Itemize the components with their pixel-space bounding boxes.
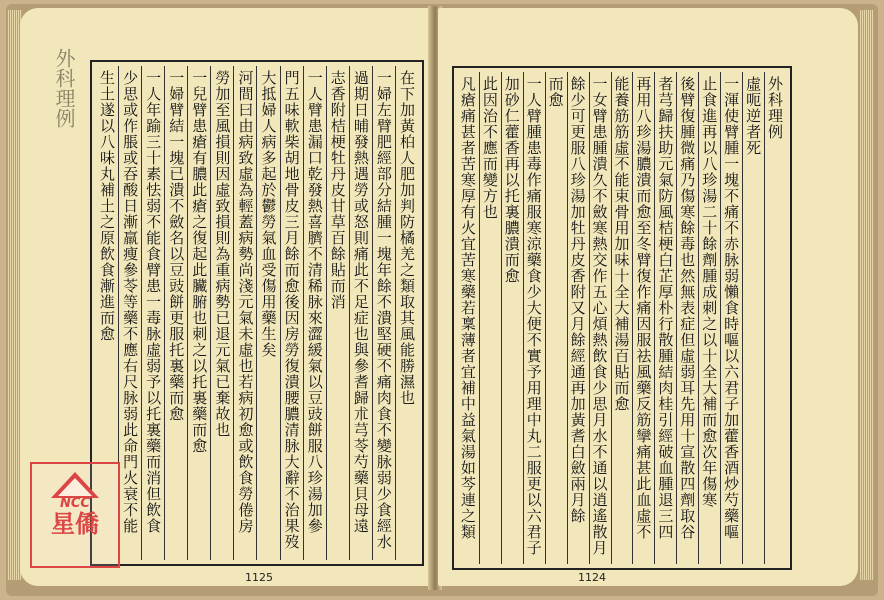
stamp-line2: 星僑 (51, 510, 99, 538)
text-column: 河間曰由病致虛為輕蓋病勢尚淺元氣未虛也若病初愈或飲食勞倦房 (233, 66, 256, 560)
text-column: 凡瘡痛甚者苦寒厚有火宜苦寒藥若稟薄者宜補中益氣湯如芩連之類 (458, 76, 477, 540)
text-column: 一婦臂結一塊已潰不斂名以豆豉餅更服托裏藥而愈 (164, 66, 187, 560)
text-column: 一人臂患漏口乾發熱喜臍不清稀脉來澀緩氣以豆豉餅服八珍湯加參 (303, 66, 326, 560)
right-text-frame (452, 66, 792, 570)
text-column: 止食進再以八珍湯二十餘劑腫成刺之以十全大補而愈次年傷寒 (698, 72, 720, 564)
ncc-watermark-stamp (30, 462, 120, 568)
text-column: 虛呃逆者死 (742, 72, 764, 564)
text-column: 生土遂以八味丸補土之原飲食漸進而愈 (97, 70, 116, 342)
text-column: 而愈 (545, 72, 567, 564)
text-column: 一婦左臂肥經部分結腫一塊年餘不潰堅硬不痛肉食不變脉弱少食經水 (372, 66, 395, 560)
text-column: 過期日晡發熱遇勞或怒則痛此不足症也與參耆歸朮芎苓芍藥貝母遠 (349, 66, 372, 560)
text-column: 能養筋筋虛不能束骨用加味十全大補湯百貼而愈 (611, 72, 633, 564)
text-column: 在下加黃柏人肥加判防橘羌之類取其風能勝濕也 (395, 66, 418, 560)
text-column: 大抵婦人病多起於鬱勞氣血受傷用藥生矣 (256, 66, 279, 560)
text-column: 一人年踰三十素怯弱不能食臂患一毒脉虛弱予以托裏藥而消但飲食 (141, 66, 164, 560)
triangle-logo-icon (51, 472, 99, 498)
text-column: 外科理例 (764, 72, 786, 564)
left-text-frame (90, 60, 424, 566)
right-page-edges (860, 10, 874, 580)
text-column: 再用八珍湯膿潰而愈至冬臂復作痛因服祛風藥反筋攣痛甚此血虛不 (632, 72, 654, 564)
right-page (438, 8, 858, 586)
text-column: 勞加至風損則因虛致損則為重病勢已退元氣已棄故也 (210, 66, 233, 560)
left-page-number: 1125 (245, 571, 273, 584)
text-column: 此因治不應而變方也 (479, 72, 501, 564)
text-column: 門五味軟柴胡地骨皮三月餘而愈後因房勞復潰腰膿清脉大辭不治果歿 (280, 66, 303, 560)
text-column: 少思或作脹或吞酸日漸羸痩參苓等藥不應右尺脉弱此命門火衰不能 (118, 66, 141, 560)
text-column: 餘少可更服八珍湯加牡丹皮香附又月餘經通再加黃耆白斂兩月餘 (567, 72, 589, 564)
stamp-line1: NCC (60, 496, 90, 511)
text-column: 一渾使臂腫一塊不痛不赤脉弱懶食時嘔以六君子加藿香酒炒芍藥嘔 (720, 72, 742, 564)
text-column: 一人臂腫患毒作痛服寒涼藥食少大便不實予用理中丸二服更以六君子 (523, 72, 545, 564)
text-column: 後臂復腫微痛乃傷寒餘毒也然無表症但虛弱耳先用十宣散四劑取谷 (676, 72, 698, 564)
bleed-through-text: 外科理例 (52, 48, 76, 128)
right-columns (458, 72, 786, 564)
text-column: 一兒臂患瘡有膿此瘡之復起此臟腑也刺之以托裏藥而愈 (187, 66, 210, 560)
text-column: 志香附桔梗牡丹皮甘草百餘貼而消 (326, 66, 349, 560)
right-page-number: 1124 (578, 571, 606, 584)
text-column: 者芎歸扶助元氣防風桔梗白芷厚朴行散腫結肉桂引經破血腫退三四 (654, 72, 676, 564)
text-column: 加砂仁藿香再以托裏膿潰而愈 (501, 72, 523, 564)
text-column: 一女臂患腫潰久不斂寒熱交作五心煩熱飲食少思月水不通以逍遙散月 (589, 72, 611, 564)
left-columns (96, 66, 418, 560)
